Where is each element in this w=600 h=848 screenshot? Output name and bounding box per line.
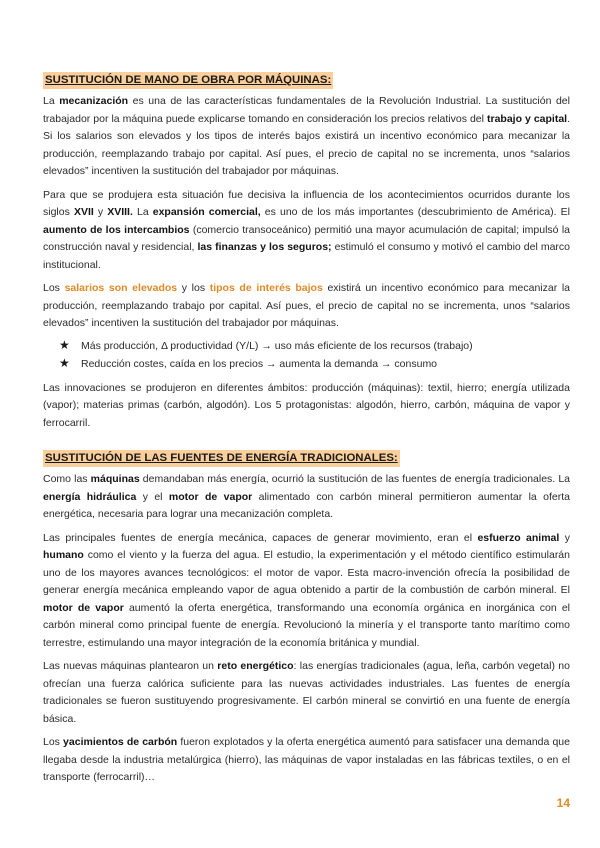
text-run: La	[43, 95, 60, 107]
bold-term: aumento de los intercambios	[43, 223, 190, 236]
paragraph	[43, 280, 570, 333]
text-run: y el	[136, 490, 169, 503]
list-item-text: Más producción, Δ productividad (Y/L) → uso más eficiente de los recursos (trabajo)	[81, 339, 473, 352]
text-run: estimuló el consumo y motivó el cambio del marco institucional.	[43, 241, 570, 271]
text-run: aumentó la oferta energética, transformando una economía orgánica en inorgánica con el carbón mineral como principal fuente de energía. Revolucionó la minería y el transporte tanto marítimo como terrestre, estimulando una mayor integración de la economía británica y mundial.	[43, 601, 570, 649]
text-run: Los	[43, 282, 65, 294]
text-run: . Si los salarios son elevados y los tipos de interés bajos existirá un incentivo económico para mecanizar la producción, reemplazando trabajo por capital. Así pues, el precio de capital no se incrementa, unos “salarios elevados” incentiven la sustitución del trabajador por máquinas.	[43, 112, 570, 177]
text-run: alimentado con carbón mineral permitieron aumentar la oferta energética, necesaria para lograr una mecanización completa.	[43, 490, 570, 520]
list-item	[59, 337, 570, 356]
bold-term: XVIII.	[107, 206, 133, 218]
text-run: Los	[43, 736, 64, 748]
paragraph	[43, 530, 570, 653]
highlight-term: tipos de interés bajos	[209, 282, 323, 294]
paragraph	[43, 734, 570, 787]
bullet-list	[43, 337, 570, 374]
paragraph	[43, 658, 570, 728]
text-run: Las principales fuentes de energía mecánica, capaces de generar movimiento, eran el	[43, 531, 478, 544]
paragraph	[43, 93, 570, 181]
bold-term: reto energético	[217, 660, 294, 672]
bold-term: expansión comercial,	[152, 206, 261, 218]
bold-term: máquinas	[90, 473, 140, 485]
star-icon: ★	[59, 337, 70, 352]
bold-term: energía hidráulica	[43, 490, 137, 503]
text-run: como el viento y la fuerza del agua. El estudio, la experimentación y el método científico estimularán uno de los mayores avances tecnológicos: el motor de vapor. Esta macro-invención ofrecía la posibilidad de generar energía mecánica empleando vapor de agua obtenido a partir de la combustión de carbón mineral. El	[43, 549, 570, 596]
bold-term: esfuerzo animal	[477, 531, 560, 544]
text-run: Las nuevas máquinas plantearon un	[43, 660, 218, 672]
document-page	[43, 70, 570, 793]
text-run: (comercio transoceánico) permitió una mayor acumulación de capital; impulsó la construcción naval y residencial,	[43, 223, 570, 253]
text-run: Como las	[43, 473, 91, 485]
text-run: La	[132, 206, 153, 218]
text-run: Para que se produjera esta situación fue decisiva la influencia de los acontecimientos ocurridos durante los siglos	[43, 188, 570, 218]
bold-term: yacimientos de carbón	[63, 736, 178, 748]
text-run: fueron explotados y la oferta energética aumentó para satisfacer una demanda que llegaba desde la industria metalúrgica (hierro), las máquinas de vapor instaladas en las fábricas textiles, o en el transporte (ferrocarril)…	[43, 736, 570, 783]
bold-term: las finanzas y los seguros;	[197, 241, 332, 253]
text-run: es uno de los más importantes (descubrimiento de América). El	[260, 206, 571, 218]
highlight-term: salarios son elevados	[64, 282, 178, 294]
text-run: demandaban más energía, ocurrió la sustitución de las fuentes de energía tradicionales. La	[139, 473, 570, 485]
text-run: y	[93, 206, 108, 218]
text-run: existirá un incentivo económico para mecanizar la producción, reemplazando trabajo por capital. Así pues, el precio de capital no se incrementa, unos “salarios elevados” incentiven la sustitución del trabajador por máquinas.	[43, 282, 571, 329]
text-run: : las energías tradicionales (agua, leña, carbón vegetal) no ofrecían una fuerza calórica suficiente para las nuevas actividades industriales. Las fuentes de energía tradicionales se fueron sustituyendo progresivamente. El carbón mineral se convirtió en una fuente de energía básica.	[43, 660, 570, 725]
section-heading-machines: SUSTITUCIÓN DE MANO DE OBRA POR MÁQUINAS:	[43, 72, 333, 89]
paragraph	[43, 380, 570, 433]
bold-term: XVII	[73, 206, 94, 218]
bold-term: motor de vapor	[43, 601, 124, 614]
text-run: Las innovaciones se produjeron en diferentes ámbitos: producción (máquinas): textil, hierro; energía utilizada (vapor); materias primas (carbón, algodón). Los 5 protagonistas: algodón, hierro, carbón, máquina de vapor y ferrocarril.	[43, 381, 570, 429]
text-run: es una de las características fundamentales de la Revolución Industrial. La sustitución del trabajador por la máquina puede explicarse tomando en consideración los precios relativos del	[43, 95, 570, 125]
bold-term: trabajo y capital	[486, 112, 568, 125]
page-number: 14	[556, 796, 570, 810]
paragraph	[43, 471, 570, 524]
list-item	[59, 355, 570, 374]
text-run: y	[559, 531, 570, 544]
bold-term: humano	[43, 549, 84, 561]
bold-term: motor de vapor	[168, 490, 253, 503]
section-heading-energy: SUSTITUCIÓN DE LAS FUENTES DE ENERGÍA TRADICIONALES:	[43, 450, 400, 467]
text-run: y los	[177, 282, 210, 294]
bold-term: mecanización	[59, 95, 129, 107]
star-icon: ★	[59, 356, 70, 370]
paragraph	[43, 187, 570, 275]
list-item-text: Reducción costes, caída en los precios → aumenta la demanda → consumo	[81, 358, 438, 370]
